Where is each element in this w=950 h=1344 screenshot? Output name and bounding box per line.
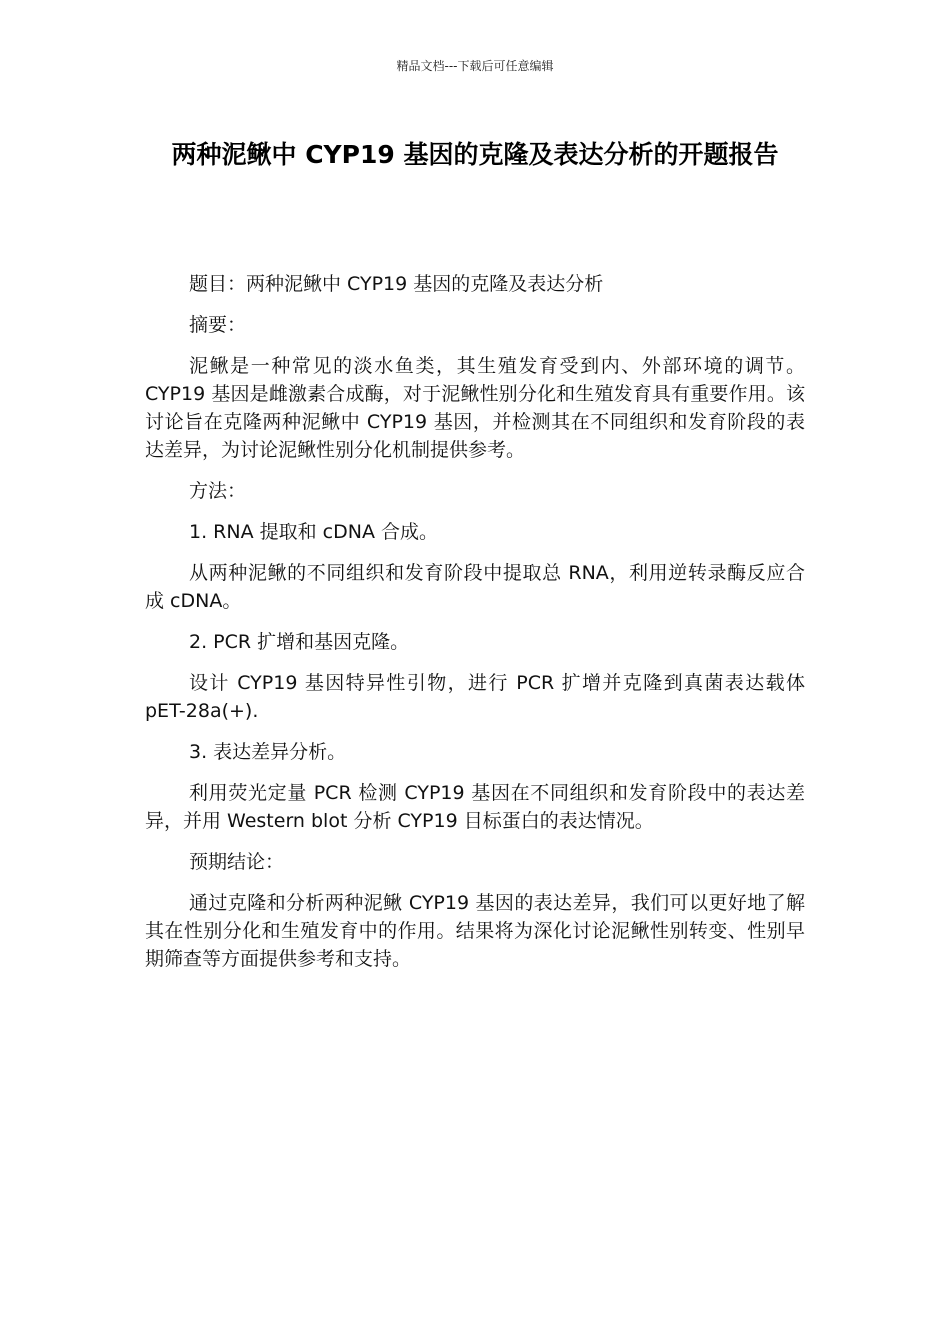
paragraph-method-3-body: 利用荧光定量 PCR 检测 CYP19 基因在不同组织和发育阶段中的表达差异，并用 Western blot 分析 CYP19 目标蛋白的表达情况。 xyxy=(145,782,805,832)
paragraph-methods-heading: 方法： xyxy=(189,480,247,502)
paragraph-method-2-body: 设计 CYP19 基因特异性引物，进行 PCR 扩增并克隆到真菌表达载体 pET-28a(+). xyxy=(145,672,805,722)
paragraph-method-2-heading: 2. PCR 扩增和基因克隆。 xyxy=(189,631,410,653)
paragraph-method-1-body: 从两种泥鳅的不同组织和发育阶段中提取总 RNA，利用逆转录酶反应合成 cDNA。 xyxy=(145,562,805,612)
paragraph-abstract-heading: 摘要： xyxy=(189,314,247,336)
document-body xyxy=(145,270,805,986)
paragraph-topic: 题目：两种泥鳅中 CYP19 基因的克隆及表达分析 xyxy=(189,273,604,295)
document-title: 两种泥鳅中 CYP19 基因的克隆及表达分析的开题报告 xyxy=(171,140,779,169)
paragraph-method-3-heading: 3. 表达差异分析。 xyxy=(189,741,347,763)
paragraph-conclusion-body: 通过克隆和分析两种泥鳅 CYP19 基因的表达差异，我们可以更好地了解其在性别分化和生殖发育中的作用。结果将为深化讨论泥鳅性别转变、性别早期筛查等方面提供参考和支持。 xyxy=(145,892,805,970)
page-header: 精品文档---下载后可任意编辑 xyxy=(396,59,554,73)
paragraph-conclusion-heading: 预期结论： xyxy=(189,851,285,873)
paragraph-method-1-heading: 1. RNA 提取和 cDNA 合成。 xyxy=(189,521,438,543)
paragraph-abstract-body: 泥鳅是一种常见的淡水鱼类，其生殖发育受到内、外部环境的调节。CYP19 基因是雌激素合成酶，对于泥鳅性别分化和生殖发育具有重要作用。该讨论旨在克隆两种泥鳅中 CYP19 基因，并检测其在不同组织和发育阶段的表达差异，为讨论泥鳅性别分化机制提供参考。 xyxy=(145,355,805,461)
